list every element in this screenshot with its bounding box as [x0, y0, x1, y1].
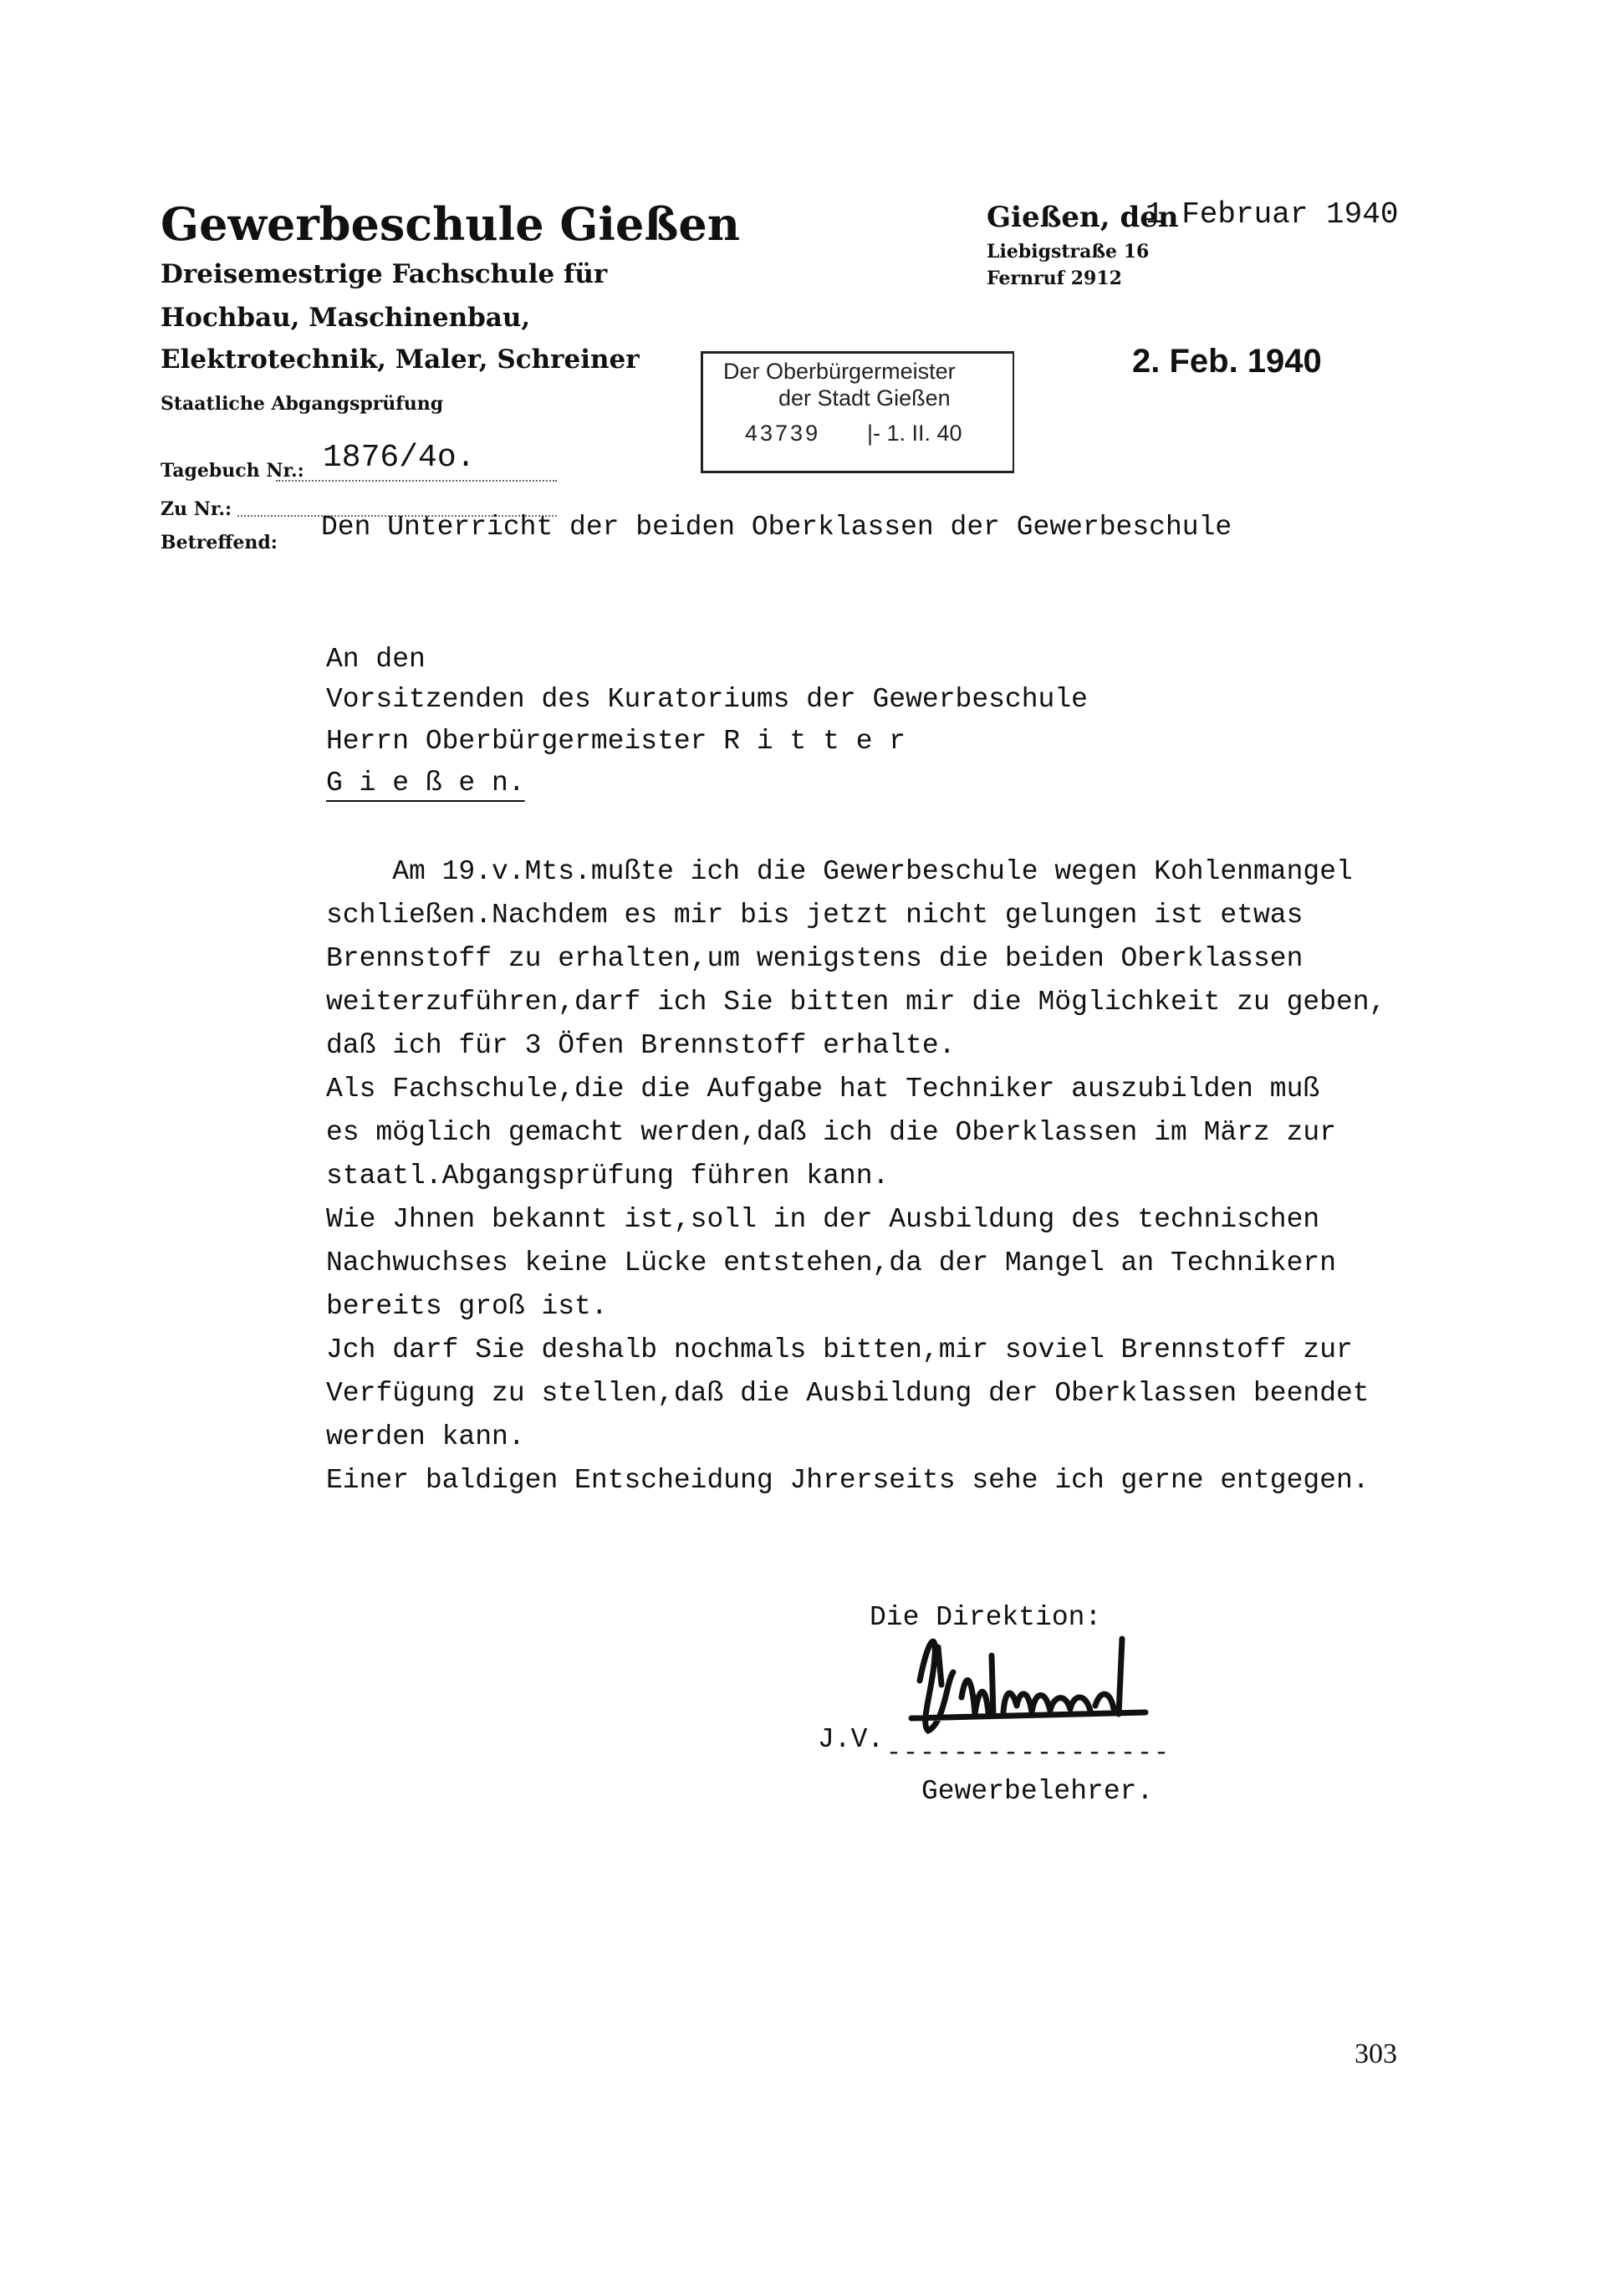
received-date-stamp: 2. Feb. 1940 [1132, 343, 1322, 380]
tagebuch-number: 1876/4o. [323, 440, 476, 476]
stamp-line: Der Oberbürgermeister [723, 359, 956, 384]
street-address: Liebigstraße 16 [987, 241, 1150, 263]
body-line: daß ich für 3 Öfen Brennstoff erhalte. [326, 1030, 956, 1061]
letterhead-line: Hochbau, Maschinenbau, [161, 303, 531, 333]
body-line: es möglich gemacht werden,daß ich die Oberklassen im März zur [326, 1117, 1336, 1148]
handwritten-signature [895, 1622, 1162, 1748]
stamp-line: der Stadt Gießen [778, 385, 951, 411]
address-line: Vorsitzenden des Kuratoriums der Gewerbeschule [326, 684, 1088, 715]
subject-line: Den Unterricht der beiden Oberklassen der Gewerbeschule [321, 512, 1232, 543]
letterhead-title: Gewerbeschule Gießen [161, 197, 740, 251]
letterhead-line: Elektrotechnik, Maler, Schreiner [161, 344, 640, 375]
stamp-number: 43739 [745, 421, 821, 446]
address-line: An den [326, 644, 426, 675]
jv-label: J.V. [818, 1724, 885, 1755]
body-line: weiterzuführen,darf ich Sie bitten mir die Möglichkeit zu geben, [326, 987, 1386, 1018]
body-line: schließen.Nachdem es mir bis jetzt nicht gelungen ist etwas [326, 900, 1304, 931]
dotted-line [276, 480, 557, 482]
address-city: G i e ß e n. [326, 768, 525, 798]
signature-line: ----------------- [886, 1739, 1171, 1768]
body-line: Am 19.v.Mts.mußte ich die Gewerbeschule wegen Kohlenmangel [326, 856, 1353, 887]
body-line: Als Fachschule,die die Aufgabe hat Techniker auszubilden muß [326, 1074, 1320, 1105]
letterhead-line: Staatliche Abgangsprüfung [161, 393, 444, 415]
body-line: staatl.Abgangsprüfung führen kann. [326, 1161, 890, 1191]
address-line: Herrn Oberbürgermeister R i t t e r [326, 726, 906, 757]
closing: Die Direktion: [870, 1602, 1102, 1633]
body-line: Einer baldigen Entscheidung Jhrerseits sehe ich gerne entgegen. [326, 1465, 1370, 1496]
receipt-stamp [701, 351, 1014, 473]
body-line: werden kann. [326, 1421, 525, 1452]
place-label: Gießen, den [987, 201, 1179, 234]
body-line: Nachwuchses keine Lücke entstehen,da der Mangel an Technikern [326, 1247, 1336, 1278]
stamp-date: |- 1. II. 40 [867, 421, 962, 446]
zu-label: Zu Nr.: [161, 498, 232, 520]
body-line: Verfügung zu stellen,daß die Ausbildung der Oberklassen beendet [326, 1378, 1370, 1409]
body-line: Brennstoff zu erhalten,um wenigstens die beiden Oberklassen [326, 943, 1304, 974]
body-line: Wie Jhnen bekannt ist,soll in der Ausbildung des technischen [326, 1204, 1320, 1235]
tagebuch-label: Tagebuch Nr.: [161, 460, 304, 482]
body-line: bereits groß ist. [326, 1291, 608, 1322]
letter-date: 1.Februar 1940 [1145, 197, 1399, 232]
page-number: 303 [1355, 2038, 1397, 2069]
betreff-label: Betreffend: [161, 532, 278, 554]
signer-title: Gewerbelehrer. [921, 1776, 1154, 1807]
letterhead-line: Dreisemestrige Fachschule für [161, 259, 608, 289]
phone-number: Fernruf 2912 [987, 268, 1122, 289]
body-line: Jch darf Sie deshalb nochmals bitten,mir soviel Brennstoff zur [326, 1334, 1353, 1365]
